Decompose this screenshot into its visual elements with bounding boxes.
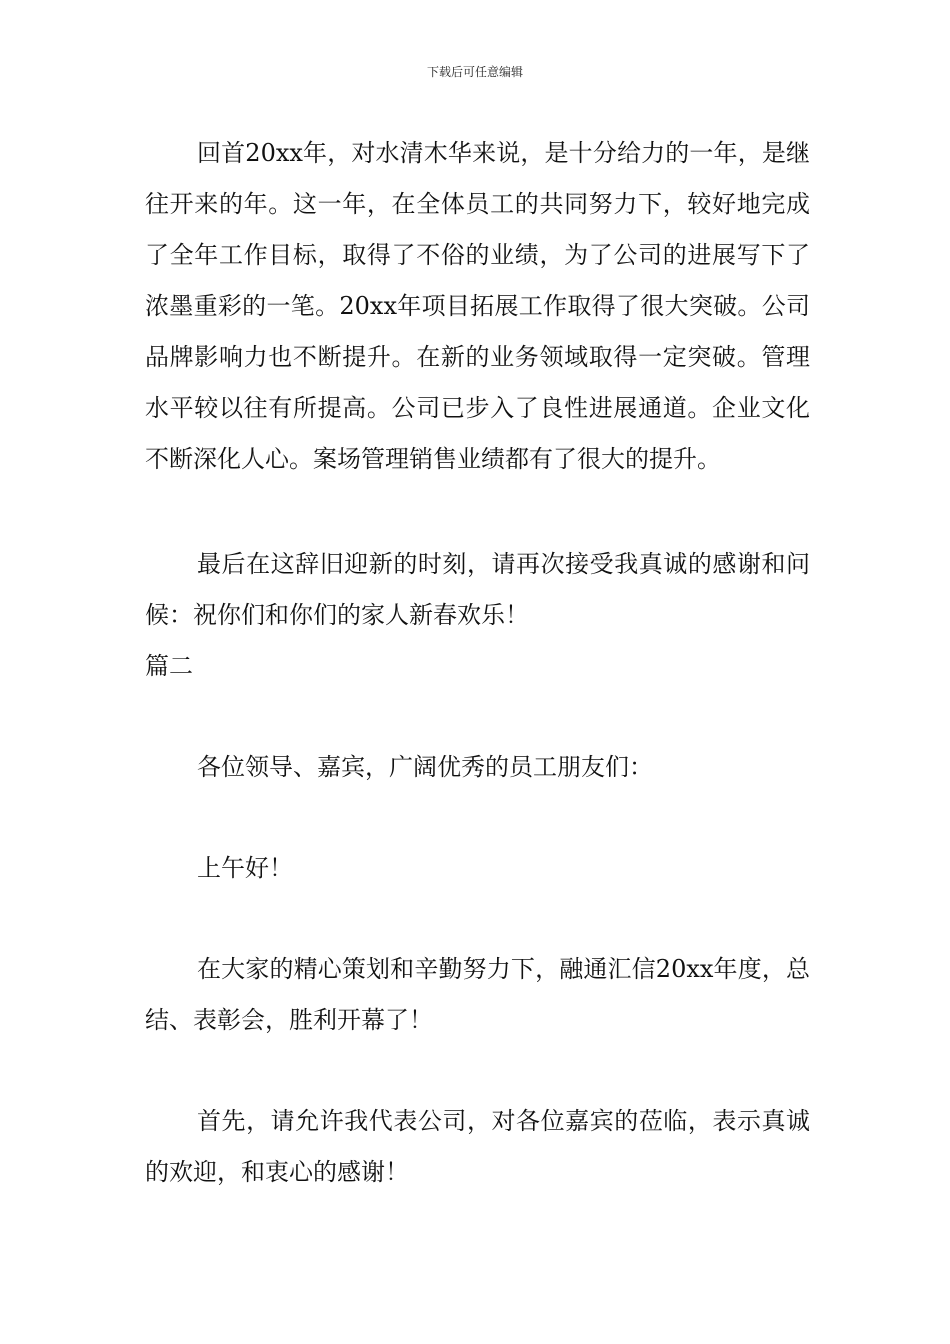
spacer bbox=[145, 793, 810, 843]
paragraph-salutation: 各位领导、嘉宾，广阔优秀的员工朋友们： bbox=[197, 753, 653, 781]
section-heading: 篇二 bbox=[145, 652, 193, 680]
paragraph-welcome: 首先，请允许我代表公司，对各位嘉宾的莅临，表示真诚的欢迎，和衷心的感谢！ bbox=[145, 1107, 810, 1186]
document-body bbox=[145, 128, 810, 1198]
paragraph-good-morning: 上午好！ bbox=[197, 854, 293, 882]
spacer bbox=[145, 485, 810, 539]
paragraph-review: 回首20xx年，对水清木华来说，是十分给力的一年，是继往开来的年。这一年，在全体员工的共同努力下，较好地完成了全年工作目标，取得了不俗的业绩，为了公司的进展写下了浓墨重彩的一笔。20xx年项目拓展工作取得了很大突破。公司品牌影响力也不断提升。在新的业务领域取得一定突破。管理水平较以往有所提高。公司已步入了良性进展通道。企业文化不断深化人心。案场管理销售业绩都有了很大的提升。 bbox=[145, 139, 810, 473]
spacer bbox=[145, 1046, 810, 1096]
spacer bbox=[145, 894, 810, 944]
paragraph-opening: 在大家的精心策划和辛勤努力下，融通汇信20xx年度，总结、表彰会，胜利开幕了！ bbox=[145, 955, 810, 1034]
spacer bbox=[145, 692, 810, 742]
page-header: 下载后可任意编辑 bbox=[426, 65, 523, 79]
paragraph-greeting: 最后在这辞旧迎新的时刻，请再次接受我真诚的感谢和问候：祝你们和你们的家人新春欢乐！ bbox=[145, 550, 810, 629]
